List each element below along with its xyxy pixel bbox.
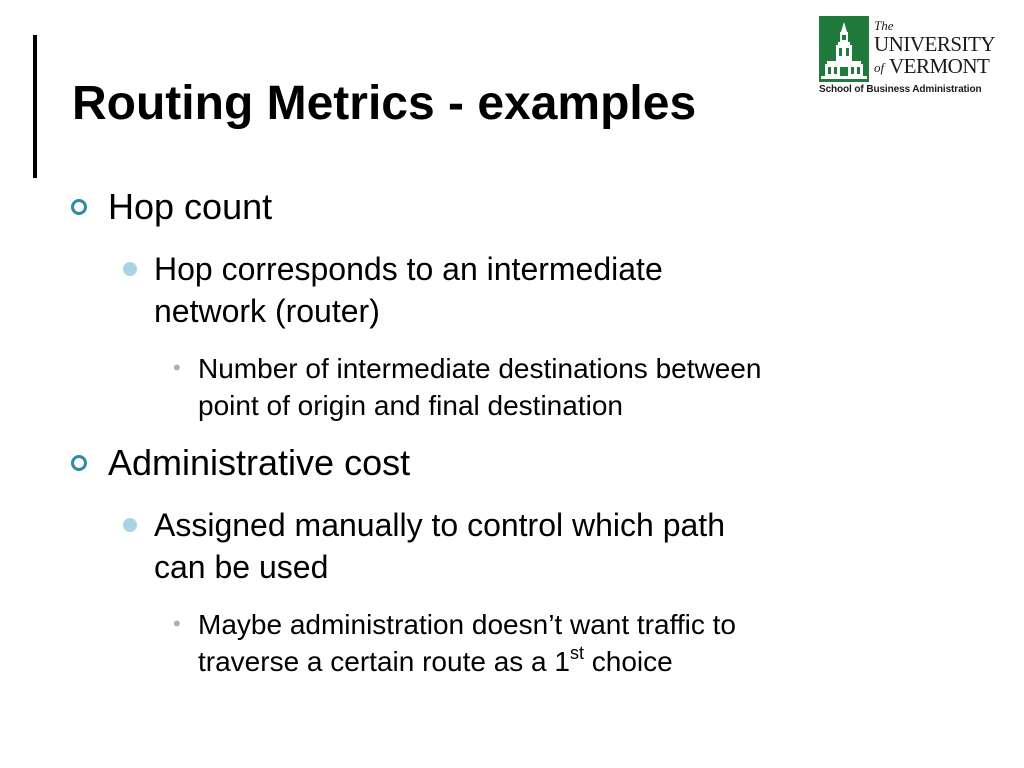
ordinal-superscript: st: [569, 642, 584, 663]
logo-vermont-text: VERMONT: [889, 54, 990, 78]
bullet-level2: [154, 504, 874, 588]
logo-university-text: UNIVERSITY: [874, 32, 995, 56]
ring-bullet-icon: [71, 455, 87, 471]
bullet-text-line: can be used: [154, 549, 329, 585]
bullet-text-line: Hop corresponds to an intermediate: [154, 251, 663, 287]
dot-bullet-icon: [123, 518, 137, 532]
small-dot-bullet-icon: •: [173, 355, 181, 380]
logo-the-text: The: [874, 18, 894, 33]
bullet-level3: [173, 350, 918, 424]
logo-school-text: School of Business Administration: [819, 84, 982, 95]
bullet-text-line: Number of intermediate destinations between: [198, 353, 762, 384]
bullet-text: Hop count: [108, 186, 273, 227]
bullet-text-line: Assigned manually to control which path: [154, 507, 725, 543]
bullet-text-line: point of origin and final destination: [198, 390, 623, 421]
small-dot-bullet-icon: •: [173, 611, 181, 636]
bullet-text-line: network (router): [154, 293, 380, 329]
bullet-text: Administrative cost: [108, 442, 411, 483]
bullet-text-line: [198, 643, 918, 680]
bullet-level3: [173, 606, 918, 680]
bullet-level1: [108, 441, 410, 485]
bullet-text-fragment: choice: [584, 646, 673, 677]
ring-bullet-icon: [71, 199, 87, 215]
bullet-text-fragment: traverse a certain route as a 1: [198, 646, 570, 677]
bullet-text-line: Maybe administration doesn’t want traffic to: [198, 609, 736, 640]
slide-title: Routing Metrics - examples: [72, 77, 697, 130]
logo-of-text: of: [874, 60, 885, 75]
dot-bullet-icon: [123, 262, 137, 276]
bullet-level2: [154, 248, 874, 332]
bullet-level1: [108, 185, 272, 229]
